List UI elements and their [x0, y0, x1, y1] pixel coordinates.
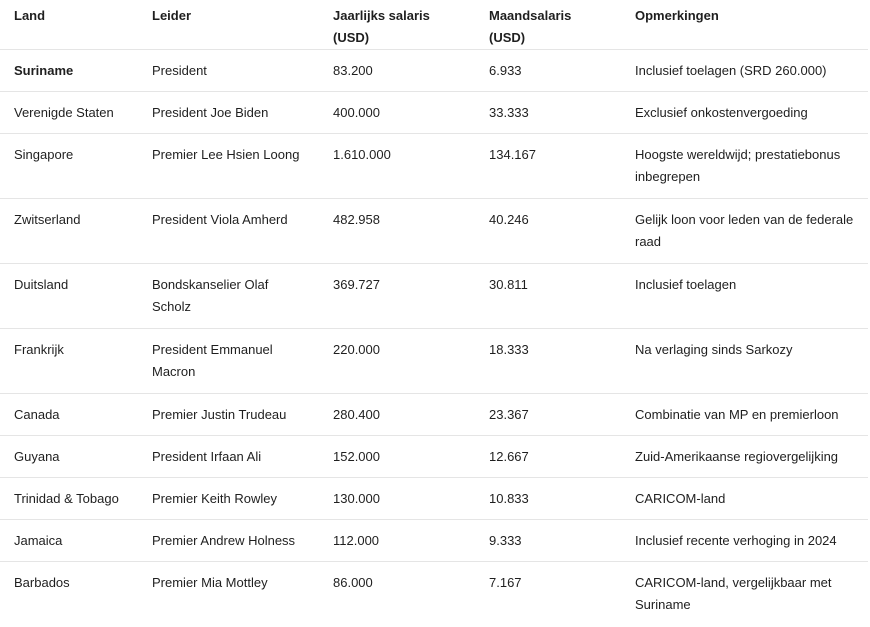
- column-header-leider: Leider: [138, 0, 319, 50]
- table-row: [0, 329, 868, 394]
- table-row: [0, 520, 868, 562]
- table-header: [0, 0, 868, 50]
- cell-land: Barbados: [14, 575, 70, 590]
- cell-opmerkingen: CARICOM-land, vergelijkbaar met Suriname: [635, 575, 832, 612]
- cell-land: Jamaica: [0, 520, 138, 562]
- column-header-maand: Maandsalaris (USD): [475, 0, 621, 50]
- table-body: [0, 50, 868, 627]
- cell-leider: Premier Lee Hsien Loong: [138, 134, 319, 199]
- cell-opmerkingen: Inclusief toelagen: [621, 264, 868, 329]
- column-header-jaarlijks: Jaarlijks salaris (USD): [319, 0, 475, 50]
- cell-maand: 6.933: [475, 50, 621, 92]
- cell-maand: 7.167: [489, 575, 522, 590]
- cell-leider: Bondskanselier Olaf Scholz: [138, 264, 319, 329]
- cell-land: Suriname: [0, 50, 138, 92]
- table-row: [0, 199, 868, 264]
- cell-land: Guyana: [0, 436, 138, 478]
- cell-maand: 23.367: [475, 394, 621, 436]
- table-row: [0, 394, 868, 436]
- cell-opmerkingen: Gelijk loon voor leden van de federale raad: [621, 199, 868, 264]
- cell-opmerkingen: Zuid-Amerikaanse regiovergelijking: [621, 436, 868, 478]
- table-row: [0, 562, 868, 627]
- table-row: [0, 436, 868, 478]
- cell-land: Verenigde Staten: [0, 92, 138, 134]
- cell-land: Zwitserland: [0, 199, 138, 264]
- cell-leider: Premier Justin Trudeau: [138, 394, 319, 436]
- cell-leider: President Irfaan Ali: [138, 436, 319, 478]
- cell-leider: President Viola Amherd: [138, 199, 319, 264]
- cell-jaarlijks: 152.000: [319, 436, 475, 478]
- cell-jaarlijks: 112.000: [319, 520, 475, 562]
- table-row: [0, 134, 868, 199]
- cell-maand: 33.333: [475, 92, 621, 134]
- cell-leider: Premier Mia Mottley: [152, 575, 268, 590]
- cell-jaarlijks: 369.727: [319, 264, 475, 329]
- cell-land: Canada: [0, 394, 138, 436]
- cell-jaarlijks: 1.610.000: [319, 134, 475, 199]
- cell-opmerkingen: Inclusief toelagen (SRD 260.000): [621, 50, 868, 92]
- cell-opmerkingen: Combinatie van MP en premierloon: [621, 394, 868, 436]
- cell-opmerkingen: CARICOM-land: [621, 478, 868, 520]
- cell-opmerkingen: Inclusief recente verhoging in 2024: [621, 520, 868, 562]
- cell-leider: President: [138, 50, 319, 92]
- cell-jaarlijks: 280.400: [319, 394, 475, 436]
- cell-jaarlijks: 482.958: [319, 199, 475, 264]
- cell-maand: 12.667: [475, 436, 621, 478]
- header-row: [0, 0, 868, 50]
- cell-opmerkingen: Hoogste wereldwijd; prestatiebonus inbegrepen: [621, 134, 868, 199]
- cell-opmerkingen: Na verlaging sinds Sarkozy: [621, 329, 868, 394]
- cell-maand: 9.333: [475, 520, 621, 562]
- cell-leider: Premier Keith Rowley: [138, 478, 319, 520]
- cell-leider: Premier Andrew Holness: [138, 520, 319, 562]
- table-row: [0, 50, 868, 92]
- table-row: [0, 264, 868, 329]
- cell-land: Singapore: [0, 134, 138, 199]
- cell-land: Duitsland: [0, 264, 138, 329]
- cell-land: Frankrijk: [0, 329, 138, 394]
- table-row: [0, 92, 868, 134]
- table-row: [0, 478, 868, 520]
- cell-jaarlijks: 220.000: [319, 329, 475, 394]
- cell-maand: 30.811: [475, 264, 621, 329]
- cell-maand: 18.333: [475, 329, 621, 394]
- cell-maand: 40.246: [475, 199, 621, 264]
- column-header-opmerkingen: Opmerkingen: [621, 0, 868, 50]
- cell-leider: President Emmanuel Macron: [138, 329, 319, 394]
- cell-jaarlijks: 86.000: [333, 575, 373, 590]
- cell-maand: 10.833: [475, 478, 621, 520]
- cell-jaarlijks: 400.000: [319, 92, 475, 134]
- cell-jaarlijks: 83.200: [319, 50, 475, 92]
- column-header-land: Land: [0, 0, 138, 50]
- cell-opmerkingen: Exclusief onkostenvergoeding: [621, 92, 868, 134]
- cell-maand: 134.167: [475, 134, 621, 199]
- cell-jaarlijks: 130.000: [319, 478, 475, 520]
- cell-leider: President Joe Biden: [138, 92, 319, 134]
- cell-land: Trinidad & Tobago: [0, 478, 138, 520]
